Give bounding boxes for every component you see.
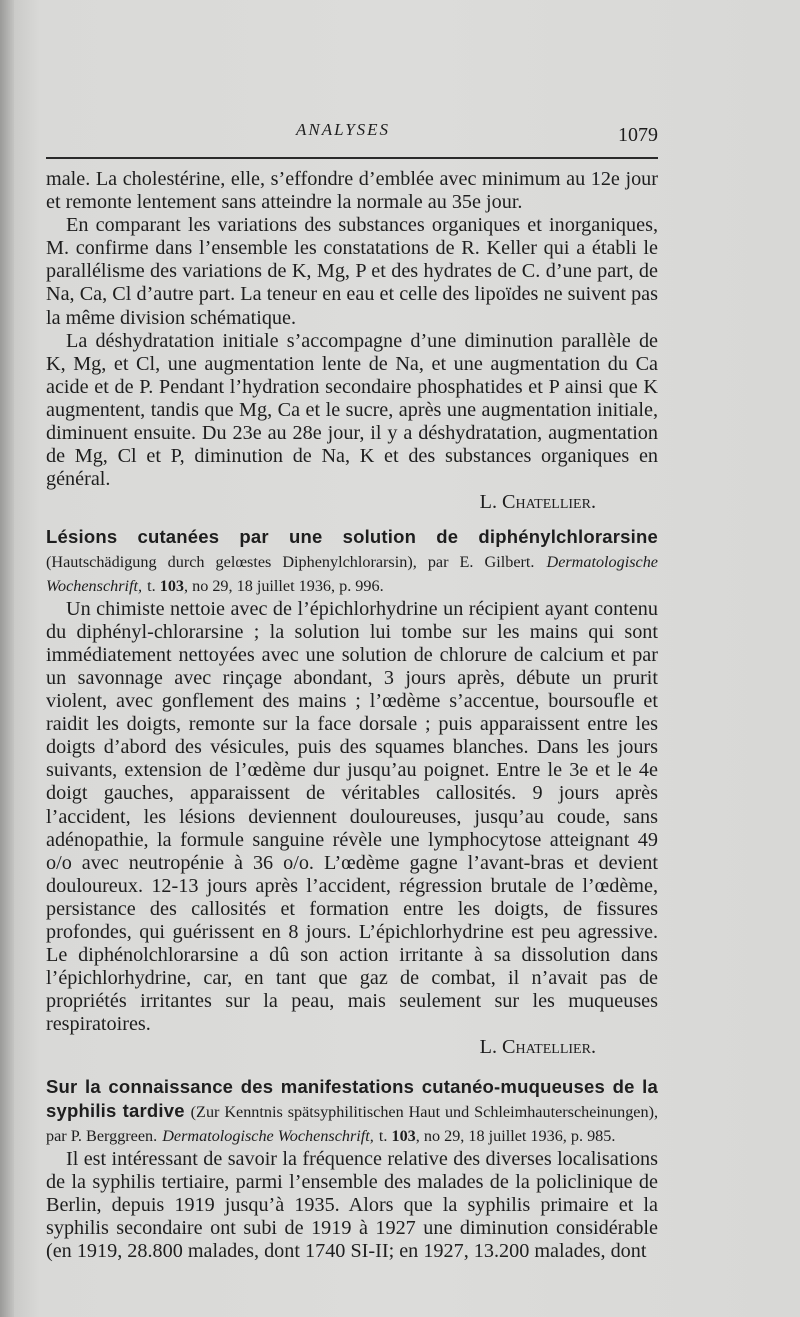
header-rule — [46, 157, 658, 159]
page-header — [46, 118, 658, 148]
journal-name: Dermatologische Wochenschrift, — [162, 1126, 374, 1145]
article-heading — [46, 1075, 658, 1148]
paragraph: En comparant les variations des substances organiques et inorganiques, M. confirme dans l’ensemble les constatations de R. Keller qui a établi le parallélisme des variations de K, Mg, P et des hydrates de C. d’une part, de Na, Ca, Cl d’autre part. La teneur en eau et celle des lipoïdes ne suivent pas la même division schématique. — [46, 214, 658, 329]
paragraph: male. La cholestérine, elle, s’effondre d’emblée avec minimum au 12e jour et remonte lentement sans atteindre la normale au 35e jour. — [46, 168, 658, 214]
page-body — [46, 168, 658, 1263]
journal-name: Dermatologische Wochenschrift, — [46, 552, 658, 595]
author-signature: L. Chatellier. — [479, 1036, 596, 1059]
book-spine-shadow — [0, 0, 14, 1317]
reference-volume-prefix: t. — [378, 1126, 392, 1145]
reference-details: , no 29, 18 juillet 1936, p. 996. — [184, 576, 384, 595]
author-signature: L. Chatellier. — [479, 491, 596, 514]
reference-volume-prefix: t. — [147, 576, 160, 595]
article-subtitle: (Hautschädigung durch gelœstes Diphenylchlorarsin), par E. Gilbert. — [46, 552, 535, 571]
paragraph: La déshydratation initiale s’accompagne d’une diminution parallèle de K, Mg, et Cl, une augmentation lente de Na, et une augmentation du Ca acide et de P. Pendant l’hydration secondaire phosphatides et P ainsi que K augmentent, tandis que Mg, Ca et le sucre, après une augmentation initiale, diminuent ensuite. Du 23e au 28e jour, il y a déshydratation, augmentation de Mg, Cl et P, diminution de Na, K et des substances organiques en général. — [46, 329, 658, 491]
paragraph: Il est intéressant de savoir la fréquence relative des diverses localisations de la syphilis tertiaire, parmi l’ensemble des malades de la policlinique de Berlin, depuis 1919 jusqu’à 1935. Alors que la syphilis primaire et la syphilis secondaire ont subi de 1919 à 1927 une diminution considérable (en 1919, 28.800 malades, dont 1740 SI-II; en 1927, 13.200 malades, dont — [46, 1147, 658, 1263]
reference-volume: 103 — [391, 1126, 416, 1145]
paragraph: Un chimiste nettoie avec de l’épichlorhydrine un récipient ayant contenu du diphényl-chlorarsine ; la solution lui tombe sur les mains qui sont immédiatement nettoyées avec une solution de chlorure de calcium et par un savonnage avec rinçage abondant, 3 jours après, débute un prurit violent, avec gonflement des mains ; l’œdème s’accentue, boursoufle et raidit les doigts, remonte sur la face dorsale ; puis apparaissent entre les doigts d’abord des vésicules, puis des squames blanches. Dans les jours suivants, extension de l’œdème dur jusqu’au poignet. Entre le 3e et le 4e doigt gauches, apparaissent de véritables callosités. 9 jours après l’accident, les lésions deviennent douloureuses, jusqu’au coude, sans adénopathie, la formule sanguine révèle une lymphocytose atteignant 49 o/o avec neutropénie à 36 o/o. L’œdème gagne l’avant-bras et devient douloureux. 12-13 jours après l’accident, régression brutale de l’œdème, persistance des callosités et formation entre les doigts, de fissures profondes, qui guérissent en 8 jours. L’épichlorhydrine est peu agressive. Le diphénolchlorarsine a dû son action irritante à sa dissolution dans l’épichlorhydrine, car, en tant que gaz de combat, il n’avait pas de propriétés irritantes sur la peau, mais seulement sur les muqueuses respiratoires. — [46, 597, 658, 1036]
reference-volume: 103 — [159, 576, 184, 595]
article-title: Sur la connaissance des manifestations cutanéo-muqueuses de la syphilis tardive — [46, 1075, 658, 1121]
reference-details: , no 29, 18 juillet 1936, p. 985. — [415, 1126, 616, 1145]
article-title: Lésions cutanées par une solution de diphénylchlorarsine — [46, 526, 658, 548]
article-heading — [46, 525, 658, 597]
article-subtitle: (Zur Kenntnis spätsyphilitischen Haut und Schleimhauterscheinungen), par P. Berggreen. — [46, 1102, 659, 1145]
page-number: 1079 — [618, 124, 658, 146]
running-title: ANALYSES — [296, 120, 391, 139]
